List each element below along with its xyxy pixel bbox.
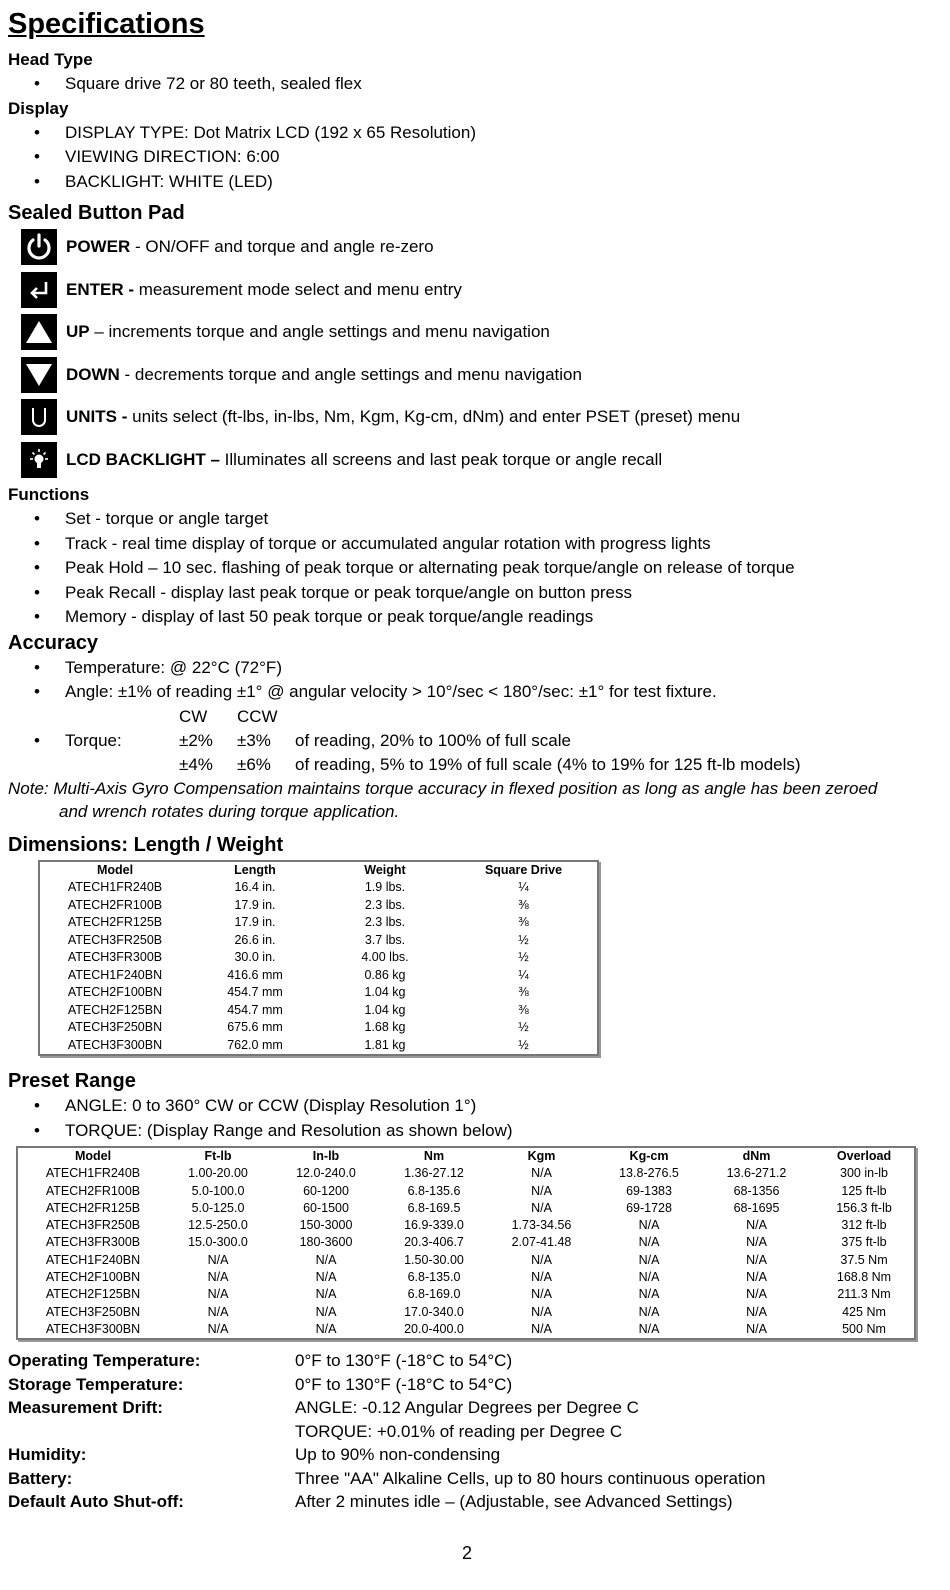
torque-row <box>8 753 942 777</box>
table-cell: N/A <box>746 1218 767 1233</box>
list-item: • DISPLAY TYPE: Dot Matrix LCD (192 x 65 Resolution) <box>34 122 477 142</box>
table-cell: 16.4 in. <box>234 880 276 894</box>
functions-heading: Functions <box>8 485 90 504</box>
table-cell: N/A <box>638 1304 660 1319</box>
table-cell: N/A <box>638 1270 660 1285</box>
table-cell: ⅜ <box>518 1002 529 1017</box>
column-header: Ft-lb <box>204 1149 232 1163</box>
table-cell: 454.7 mm <box>227 1002 283 1017</box>
table-cell: 30.0 in. <box>234 950 276 964</box>
power-icon <box>21 229 57 265</box>
note-line: and wrench rotates during torque application. <box>59 802 400 821</box>
button-pad-list <box>8 226 942 481</box>
table-cell: ATECH3FR250B <box>67 932 163 947</box>
table-cell: 6.8-169.5 <box>407 1200 461 1215</box>
table-cell: ¼ <box>518 880 529 894</box>
table-row <box>40 1019 597 1037</box>
table-row <box>40 879 597 897</box>
button-name: POWER <box>66 237 131 257</box>
table-cell: N/A <box>207 1252 229 1267</box>
table-cell: N/A <box>638 1218 660 1233</box>
table-cell: ATECH3F250BN <box>45 1304 141 1319</box>
table-cell: 2.3 lbs. <box>364 897 406 912</box>
table-row <box>18 1183 914 1200</box>
preset-table <box>18 1148 914 1338</box>
table-cell: N/A <box>746 1252 767 1267</box>
list-item: • Square drive 72 or 80 teeth, sealed flex <box>34 74 362 93</box>
table-cell: 16.9-339.0 <box>404 1218 464 1233</box>
table-cell: 312 ft-lb <box>841 1218 887 1233</box>
table-cell: ATECH2F125BN <box>45 1287 141 1302</box>
list-item: • Angle: ±1% of reading ±1° @ angular velocity > 10°/sec < 180°/sec: ±1° for test fixture. <box>34 682 717 701</box>
table-cell: 68-1695 <box>733 1200 780 1215</box>
table-cell: N/A <box>746 1287 767 1302</box>
table-header-row <box>18 1148 914 1165</box>
torque-cw: ±2% <box>179 730 213 750</box>
table-cell: N/A <box>315 1321 337 1336</box>
list-item: • Peak Hold – 10 sec. flashing of peak torque or alternating peak torque/angle on release of torque <box>34 558 795 577</box>
table-row <box>18 1252 914 1269</box>
table-cell: N/A <box>207 1304 229 1319</box>
table-cell: N/A <box>746 1304 767 1319</box>
list-item: • BACKLIGHT: WHITE (LED) <box>34 171 273 191</box>
table-cell: ⅜ <box>518 985 529 999</box>
table-cell: ATECH1FR240B <box>45 1166 141 1181</box>
table-cell: N/A <box>638 1287 660 1302</box>
table-cell: 12.5-250.0 <box>188 1218 248 1233</box>
torque-row: • Torque: ±2% ±3% of reading, 20% to 100% of full scale <box>8 729 942 753</box>
table-cell: N/A <box>638 1235 660 1250</box>
table-cell: 6.8-169.0 <box>407 1287 461 1302</box>
table-row <box>18 1321 914 1338</box>
button-desc: - decrements torque and angle settings and menu navigation <box>119 364 582 384</box>
table-cell: 69-1383 <box>626 1183 672 1198</box>
table-row <box>40 1037 597 1055</box>
preset-list <box>8 1094 942 1143</box>
table-cell: N/A <box>531 1252 552 1267</box>
page-title: Specifications <box>8 8 205 40</box>
table-cell: 0.86 kg <box>364 967 406 982</box>
table-cell: ¼ <box>518 967 529 982</box>
backlight-icon <box>21 442 57 478</box>
button-name: UP <box>66 322 90 342</box>
table-cell: 12.0-240.0 <box>296 1166 356 1181</box>
button-desc: Illuminates all screens and last peak torque or angle recall <box>219 449 663 469</box>
table-cell: N/A <box>315 1270 337 1285</box>
table-cell: ATECH2F125BN <box>67 1002 163 1017</box>
spec-row: Battery: Three "AA" Alkaline Cells, up to 80 hours continuous operation <box>8 1468 766 1488</box>
table-cell: 68-1356 <box>733 1183 780 1198</box>
display-list <box>8 121 942 195</box>
table-cell: 375 ft-lb <box>841 1235 887 1250</box>
table-cell: 6.8-135.6 <box>407 1183 461 1198</box>
table-cell: 3.7 lbs. <box>364 932 406 947</box>
column-header: Length <box>234 862 276 877</box>
table-cell: 416.6 mm <box>227 967 283 982</box>
table-cell: 1.50-30.00 <box>404 1252 464 1267</box>
column-header: Nm <box>423 1149 445 1163</box>
table-cell: ATECH2FR100B <box>45 1183 141 1198</box>
button-pad-heading: Sealed Button Pad <box>8 202 185 224</box>
table-cell: N/A <box>207 1321 229 1336</box>
dimensions-table <box>40 862 597 1055</box>
table-cell: 6.8-135.0 <box>407 1270 461 1285</box>
up-arrow-icon <box>21 314 57 350</box>
table-row <box>40 984 597 1002</box>
table-row <box>18 1286 914 1303</box>
spec-row: Operating Temperature: 0°F to 130°F (-18°C to 54°C) <box>8 1351 513 1371</box>
table-cell: 1.81 kg <box>364 1037 406 1052</box>
list-item: • Peak Recall - display last peak torque or peak torque/angle on button press <box>34 582 633 602</box>
table-cell: ½ <box>518 1020 529 1034</box>
table-cell: ATECH2FR125B <box>67 915 163 929</box>
accuracy-note <box>8 777 942 824</box>
spec-row: Measurement Drift: ANGLE: -0.12 Angular Degrees per Degree C <box>8 1398 639 1418</box>
column-header: Kg-cm <box>629 1149 669 1163</box>
table-cell: ATECH2F100BN <box>45 1270 141 1285</box>
torque-header-row <box>8 705 942 729</box>
table-cell: 2.07-41.48 <box>511 1235 572 1250</box>
dimensions-table-frame <box>38 860 599 1057</box>
button-desc: – increments torque and angle settings and menu navigation <box>89 322 550 342</box>
down-arrow-icon <box>21 357 57 393</box>
spec-row: Humidity: Up to 90% non-condensing <box>8 1445 501 1465</box>
column-header: Weight <box>364 862 406 877</box>
table-cell: 300 in-lb <box>840 1166 888 1181</box>
table-header-row <box>40 862 597 880</box>
enter-icon <box>21 272 57 308</box>
page-number: 2 <box>461 1543 472 1563</box>
table-cell: ATECH3F250BN <box>67 1020 163 1034</box>
spec-row: Default Auto Shut-off: After 2 minutes idle – (Adjustable, see Advanced Settings) <box>8 1492 733 1512</box>
torque-ccw: ±6% <box>237 754 271 774</box>
table-cell: 168.8 Nm <box>836 1270 892 1285</box>
head-type-heading: Head Type <box>8 50 93 69</box>
list-item: • Set - torque or angle target <box>34 509 269 528</box>
accuracy-list <box>8 656 942 705</box>
table-row <box>40 932 597 950</box>
dimensions-heading: Dimensions: Length / Weight <box>8 833 284 856</box>
table-cell: ATECH3F300BN <box>67 1037 163 1052</box>
table-cell: 4.00 lbs. <box>361 950 409 964</box>
table-row <box>40 967 597 985</box>
column-header: Overload <box>836 1149 892 1163</box>
column-header: Kgm <box>527 1149 556 1163</box>
button-row-units <box>8 396 942 439</box>
table-cell: 1.04 kg <box>364 1002 406 1017</box>
ccw-header: CCW <box>237 706 278 726</box>
accuracy-heading: Accuracy <box>8 631 99 654</box>
table-cell: ATECH3FR250B <box>45 1218 141 1233</box>
table-cell: 454.7 mm <box>227 985 283 999</box>
table-cell: N/A <box>746 1235 767 1250</box>
table-cell: 1.00-20.00 <box>188 1166 248 1181</box>
table-cell: N/A <box>531 1270 552 1285</box>
table-cell: N/A <box>207 1270 229 1285</box>
table-row <box>18 1304 914 1321</box>
table-cell: 17.9 in. <box>234 897 276 912</box>
units-icon <box>21 399 57 435</box>
table-cell: N/A <box>315 1304 337 1319</box>
button-row-power <box>8 226 942 269</box>
table-cell: 762.0 mm <box>227 1037 283 1052</box>
button-name: DOWN <box>66 364 120 384</box>
table-cell: 60-1500 <box>303 1200 349 1215</box>
list-item: • VIEWING DIRECTION: 6:00 <box>34 147 280 166</box>
button-desc: - ON/OFF and torque and angle re-zero <box>130 237 434 257</box>
table-row <box>40 949 597 967</box>
torque-text: of reading, 5% to 19% of full scale (4% to 19% for 125 ft-lb models) <box>295 754 801 774</box>
table-cell: N/A <box>207 1287 229 1302</box>
table-cell: 1.9 lbs. <box>364 880 406 894</box>
table-cell: 13.8-276.5 <box>619 1166 679 1181</box>
table-cell: 5.0-125.0 <box>191 1200 245 1215</box>
table-cell: ATECH1FR240B <box>67 880 163 894</box>
table-cell: N/A <box>746 1270 767 1285</box>
table-row <box>40 1002 597 1020</box>
table-cell: ½ <box>518 1037 529 1052</box>
table-cell: ⅜ <box>518 915 529 929</box>
preset-heading: Preset Range <box>8 1070 136 1092</box>
torque-cw: ±4% <box>179 754 213 774</box>
table-cell: ATECH2FR125B <box>45 1200 141 1215</box>
table-cell: N/A <box>531 1200 552 1215</box>
table-cell: N/A <box>531 1183 552 1198</box>
table-cell: ½ <box>518 932 529 947</box>
column-header: Model <box>74 1149 112 1163</box>
table-cell: 20.0-400.0 <box>404 1321 464 1336</box>
button-name: LCD BACKLIGHT – <box>66 449 220 469</box>
column-header: Square Drive <box>484 862 563 877</box>
table-cell: ATECH2FR100B <box>67 897 163 912</box>
table-cell: 425 Nm <box>842 1304 886 1319</box>
table-row <box>18 1217 914 1234</box>
table-row <box>18 1269 914 1286</box>
spec-page <box>8 6 942 1514</box>
table-cell: 1.04 kg <box>364 985 406 999</box>
table-cell: N/A <box>315 1252 337 1267</box>
torque-label: Torque: <box>65 730 122 750</box>
table-cell: ATECH2F100BN <box>67 985 163 999</box>
cw-header: CW <box>179 706 208 726</box>
list-item: • Memory - display of last 50 peak torque or peak torque/angle readings <box>34 607 594 626</box>
table-cell: 1.68 kg <box>364 1020 406 1034</box>
torque-text: of reading, 20% to 100% of full scale <box>295 730 571 750</box>
table-cell: 675.6 mm <box>227 1020 283 1034</box>
note-line: Note: Multi-Axis Gyro Compensation maintains torque accuracy in flexed position as long as angle has been zeroed <box>8 778 878 798</box>
torque-ccw: ±3% <box>237 730 271 750</box>
button-name: UNITS - <box>66 407 128 427</box>
table-cell: N/A <box>638 1252 660 1267</box>
display-heading: Display <box>8 98 69 118</box>
list-item: • Track - real time display of torque or accumulated angular rotation with progress lights <box>34 533 711 553</box>
table-cell: ⅜ <box>518 897 529 912</box>
table-cell: N/A <box>531 1321 552 1336</box>
functions-list <box>8 507 942 630</box>
table-cell: ATECH3F300BN <box>45 1321 141 1336</box>
table-cell: N/A <box>746 1321 767 1336</box>
table-row <box>18 1200 914 1217</box>
table-cell: N/A <box>315 1287 337 1302</box>
list-item: • ANGLE: 0 to 360° CW or CCW (Display Resolution 1°) <box>34 1096 477 1115</box>
table-cell: 156.3 ft-lb <box>836 1200 892 1215</box>
table-cell: 125 ft-lb <box>841 1183 887 1198</box>
button-name: ENTER - <box>66 279 134 299</box>
table-row <box>18 1234 914 1251</box>
table-cell: 1.73-34.56 <box>511 1218 572 1233</box>
table-cell: ATECH3FR300B <box>67 950 163 964</box>
table-cell: 1.36-27.12 <box>404 1166 464 1181</box>
table-cell: N/A <box>531 1304 552 1319</box>
table-cell: 26.6 in. <box>234 932 276 947</box>
list-item: • Temperature: @ 22°C (72°F) <box>34 657 282 677</box>
table-cell: 500 Nm <box>842 1321 886 1336</box>
other-specs <box>8 1349 942 1514</box>
table-cell: ATECH3FR300B <box>45 1235 141 1250</box>
column-header: Model <box>96 862 134 877</box>
table-cell: ATECH1F240BN <box>45 1252 141 1267</box>
table-cell: 15.0-300.0 <box>188 1235 248 1250</box>
table-row <box>40 914 597 932</box>
button-row-up <box>8 311 942 354</box>
button-row-enter <box>8 269 942 312</box>
table-row <box>40 897 597 915</box>
table-cell: 180-3600 <box>299 1235 353 1250</box>
table-row <box>18 1165 914 1182</box>
column-header: dNm <box>742 1149 771 1163</box>
list-item: • TORQUE: (Display Range and Resolution as shown below) <box>34 1120 513 1140</box>
table-cell: 37.5 Nm <box>840 1252 888 1267</box>
table-cell: N/A <box>531 1287 552 1302</box>
button-desc: units select (ft-lbs, in-lbs, Nm, Kgm, Kg-cm, dNm) and enter PSET (preset) menu <box>127 407 741 427</box>
spec-row: Storage Temperature: 0°F to 130°F (-18°C to 54°C) <box>8 1374 513 1394</box>
table-cell: 13.6-271.2 <box>726 1166 787 1181</box>
head-type-list <box>8 72 942 97</box>
button-row-backlight <box>8 439 942 482</box>
preset-table-frame <box>16 1146 916 1340</box>
table-cell: N/A <box>531 1166 552 1181</box>
table-cell: 150-3000 <box>299 1218 353 1233</box>
table-cell: 17.0-340.0 <box>404 1304 464 1319</box>
table-cell: 60-1200 <box>303 1183 349 1198</box>
table-cell: 69-1728 <box>626 1200 672 1215</box>
button-row-down <box>8 354 942 397</box>
table-cell: N/A <box>638 1321 660 1336</box>
table-cell: 211.3 Nm <box>837 1287 891 1302</box>
table-cell: 5.0-100.0 <box>191 1183 245 1198</box>
table-cell: 20.3-406.7 <box>404 1235 464 1250</box>
column-header: In-lb <box>312 1149 340 1163</box>
table-cell: ½ <box>518 950 529 964</box>
button-desc: measurement mode select and menu entry <box>134 279 462 299</box>
table-cell: 2.3 lbs. <box>364 915 406 929</box>
table-cell: 17.9 in. <box>234 915 276 929</box>
spec-row: TORQUE: +0.01% of reading per Degree C <box>295 1421 623 1441</box>
table-cell: ATECH1F240BN <box>67 967 163 982</box>
